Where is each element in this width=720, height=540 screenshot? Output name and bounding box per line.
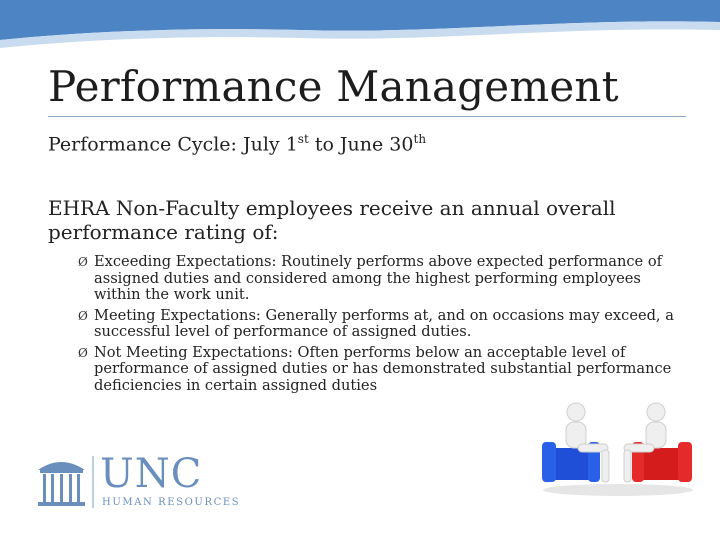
arrow-bullet-icon: Ø <box>78 308 88 323</box>
logo-unc-text: UNC <box>100 451 203 497</box>
cycle-middle: to June 30 <box>308 133 414 156</box>
cycle-prefix: Performance Cycle: July 1 <box>48 133 298 156</box>
rating-text: Exceeding Expectations: Routinely performs above expected performance of assigned duties and considered among the highest performing employees within the work unit. <box>94 253 663 303</box>
title-divider <box>48 116 686 117</box>
old-well-icon <box>34 452 89 512</box>
rating-item-meeting <box>78 308 688 341</box>
performance-cycle <box>48 132 426 155</box>
decorative-top-wave <box>0 0 720 60</box>
intro-text: EHRA Non-Faculty employees receive an annual overall performance rating of: <box>48 196 616 244</box>
rating-item-not-meeting <box>78 345 688 395</box>
rating-item-exceeding <box>78 254 688 304</box>
page-title: Performance Management <box>48 62 619 111</box>
cycle-sup-st: st <box>297 132 309 146</box>
cycle-sup-th: th <box>413 132 427 146</box>
rating-text: Meeting Expectations: Generally performs at, and on occasions may exceed, a successful level of performance of assigned duties. <box>94 306 674 340</box>
logo-hr-text: HUMAN RESOURCES <box>102 497 241 508</box>
unc-hr-logo <box>34 452 244 512</box>
meeting-illustration <box>538 398 698 498</box>
arrow-bullet-icon: Ø <box>78 345 88 360</box>
logo-divider <box>92 456 94 508</box>
rating-list <box>78 254 688 398</box>
arrow-bullet-icon: Ø <box>78 255 88 269</box>
rating-text: Not Meeting Expectations: Often performs below an acceptable level of performance of assigned duties or has demonstrated substantial performance deficiencies in certain assigned duties <box>94 343 672 394</box>
